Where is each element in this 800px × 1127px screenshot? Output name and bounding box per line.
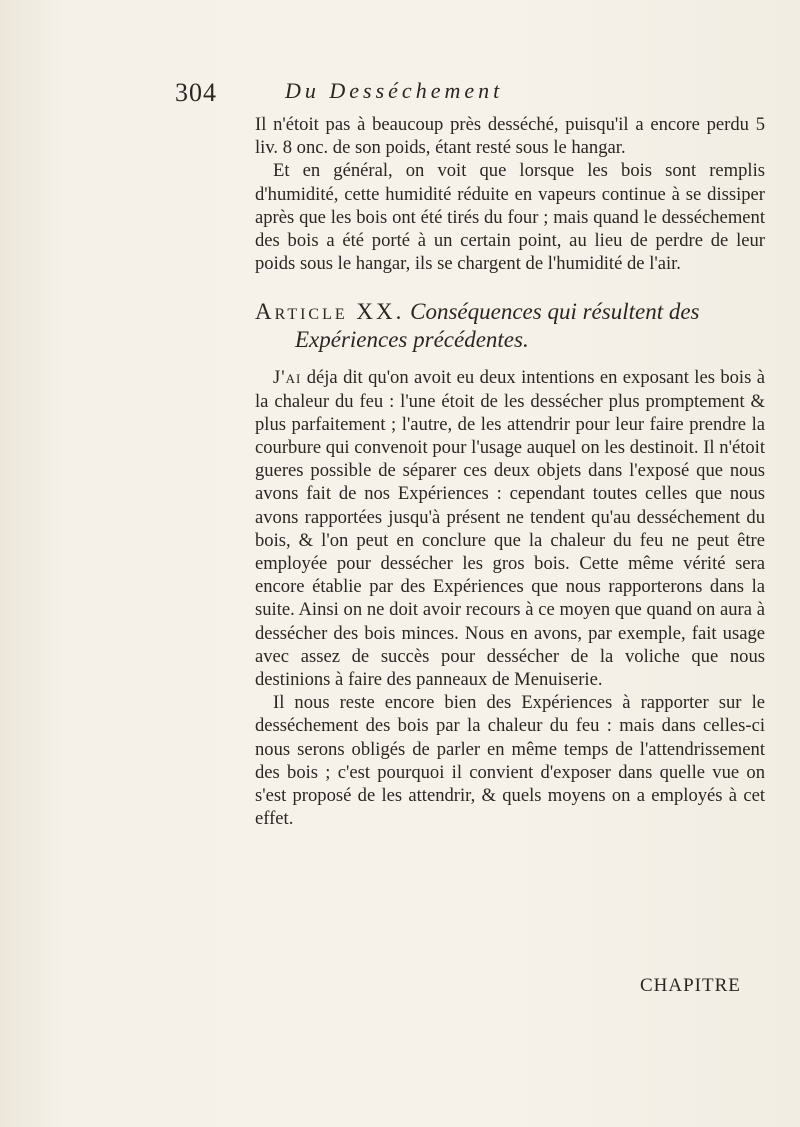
- paragraph-1: Il n'étoit pas à beaucoup près desséché, puisqu'il a encore perdu 5 liv. 8 onc. de son poids, étant resté sous le hangar.: [255, 114, 765, 159]
- paragraph-2: Et en général, on voit que lorsque les bois sont remplis d'humidité, cette humidité réduite en vapeurs continue à se dissiper après que les bois ont été tirés du four ; mais quand le desséchement des bois a été porté à un certain point, au lieu de perdre de leur poids sous le hangar, ils se chargent de l'humidité de l'air.: [255, 160, 765, 275]
- article-heading: [255, 298, 765, 354]
- article-title-line2: Expériences précédentes.: [295, 327, 529, 353]
- catchword: CHAPITRE: [640, 975, 741, 996]
- paragraph-3: [255, 366, 765, 691]
- running-head: Du Desséchement: [285, 78, 504, 103]
- article-title-line1: Conséquences qui résultent des: [410, 299, 700, 325]
- page-number: 304: [175, 78, 217, 107]
- paragraph-3-text: déja dit qu'on avoit eu deux intentions en exposant les bois à la chaleur du feu : l'une étoit de les dessécher plus promptement & plus parfaitement ; l'autre, de les attendrir pour leur faire prendre la courbure qui convenoit pour l'usage auquel on les destinoit. Il n'étoit gueres possible de séparer ces deux objets dans l'exposé que nous avons fait de nos Expériences : cependant toutes celles que nous avons rapportées jusqu'à présent ne tendent qu'au desséchement du bois, & l'on peut en conclure que la chaleur du feu ne peut être employée pour dessécher les gros bois. Cette même vérité sera encore établie par des Expériences que nous rapporterons dans la suite. Ainsi on ne doit avoir recours à ce moyen que quand on aura à dessécher des bois minces. Nous en avons, par exemple, fait usage avec assez de succès pour dessécher de la voliche que nous destinions à faire des panneaux de Menuiserie.: [255, 367, 765, 691]
- paragraph-4: Il nous reste encore bien des Expériences à rapporter sur le desséchement des bois par la chaleur du feu : mais dans celles-ci nous serons obligés de parler en même temps de l'attendrissement des bois ; c'est pourquoi il convient d'exposer dans quelle vue on s'est proposé de les attendrir, & quels moyens on a employés à cet effet.: [255, 692, 765, 830]
- article-label: Article XX.: [255, 299, 405, 325]
- page-header: [175, 78, 740, 112]
- body-text: [255, 113, 765, 830]
- paragraph-3-lead: J'ai: [273, 367, 302, 389]
